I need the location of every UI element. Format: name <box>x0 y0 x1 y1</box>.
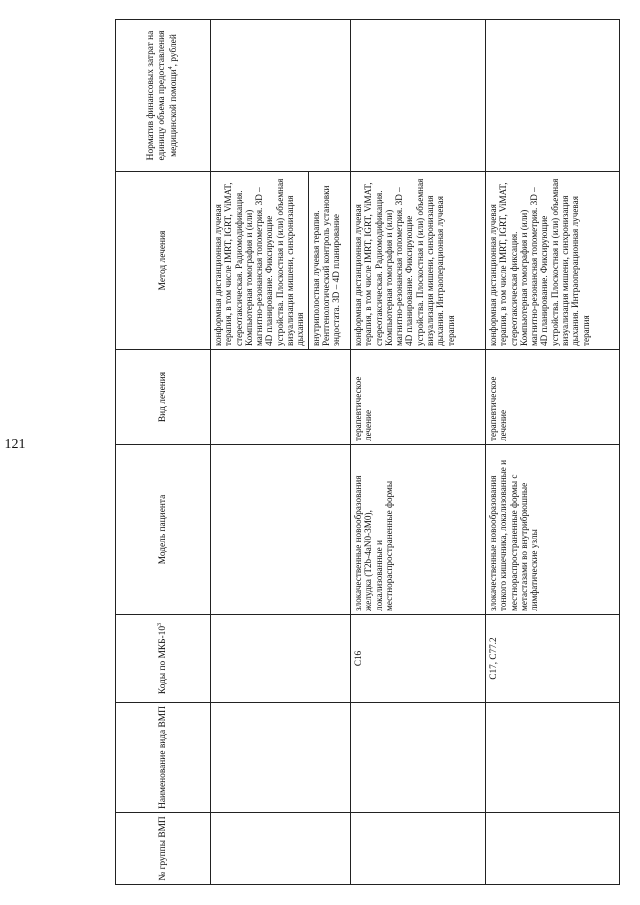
cell-icd-code: C17, C77.2 <box>486 615 620 703</box>
cell-vmp-name <box>211 703 351 813</box>
header-row <box>116 20 211 885</box>
cell-treatment-method: конформная дистанционная лучевая терапия, в том числе IMRT, IGRT, ViMAT, стереотаксическая фиксация. Компьютерная томография и (или) магнитно-резонансная топометрия. 3D – 4D планирование. Фиксирующие устройства. Плоскостная и (или) объемная визуализация мишени, синхронизация дыхания. Интраоперационная лучевая терапия <box>486 172 620 350</box>
page-number: 121 <box>4 437 26 452</box>
cell-patient-model: злокачественные новообразования тонкого кишечника, локализованные и местнораспространенные формы с метастазами во внутрибрюшные лимфатические узлы <box>486 445 620 615</box>
header-treatment-method: Метод лечения <box>116 172 211 350</box>
cell-vmp-name <box>351 703 486 813</box>
cell-patient-model <box>211 445 351 615</box>
cell-patient-model: злокачественные новообразования желудка (T2b-4aN0-3M0), локализованные и местнораспространенные формы <box>351 445 486 615</box>
table-row <box>351 20 486 885</box>
cell-treatment-type: терапевтическое лечение <box>351 350 486 445</box>
cell-treatment-type <box>211 350 351 445</box>
cell-icd-code: C16 <box>351 615 486 703</box>
rotated-table-container <box>115 20 620 885</box>
header-vmp-name: Наименование вида ВМП <box>116 703 211 813</box>
cell-cost <box>211 20 351 172</box>
header-patient-model: Модель пациента <box>116 445 211 615</box>
header-icd-codes: Коды по МКБ-$10^3$ <box>116 615 211 703</box>
cell-treatment-type: терапевтическое лечение <box>486 350 620 445</box>
method-text-secondary: внутриполостная лучевая терапия. Рентгенологический контроль установки эндостата. 3D – 4D планирование <box>308 172 342 349</box>
header-treatment-type: Вид лечения <box>116 350 211 445</box>
cell-group-no <box>486 813 620 885</box>
cell-group-no <box>351 813 486 885</box>
cell-treatment-method <box>211 172 351 350</box>
method-text: конформная дистанционная лучевая терапия, в том числе IMRT, IGRT, ViMAT, стереотаксическая. Радиомодификация. Компьютерная томография и (или) магнитно-резонансная топометрия. 3D – 4D планирование. Фиксирующие устройства. Плоскостная и (или) объемная визуализация мишени, синхронизация дыхания <box>213 178 306 346</box>
header-cost-norm: Норматив финансовых затрат на единицу объема предоставления медицинской помощи$^4$, рублей <box>116 20 211 172</box>
cell-cost <box>486 20 620 172</box>
cell-treatment-method: конформная дистанционная лучевая терапия, в том числе IMRT, IGRT, ViMAT, стереотаксическая. Радиомодификация. Компьютерная томография и (или) магнитно-резонансная топометрия. 3D – 4D планирование. Фиксирующие устройства. Плоскостная и (или) объемная визуализация мишени, синхронизация дыхания. Интраоперационная лучевая терапия <box>351 172 486 350</box>
vmp-table <box>115 19 620 885</box>
table-row <box>211 20 351 885</box>
cell-group-no <box>211 813 351 885</box>
header-group-no: № группы ВМП <box>116 813 211 885</box>
table-row <box>486 20 620 885</box>
cell-vmp-name <box>486 703 620 813</box>
cell-icd-code <box>211 615 351 703</box>
cell-cost <box>351 20 486 172</box>
